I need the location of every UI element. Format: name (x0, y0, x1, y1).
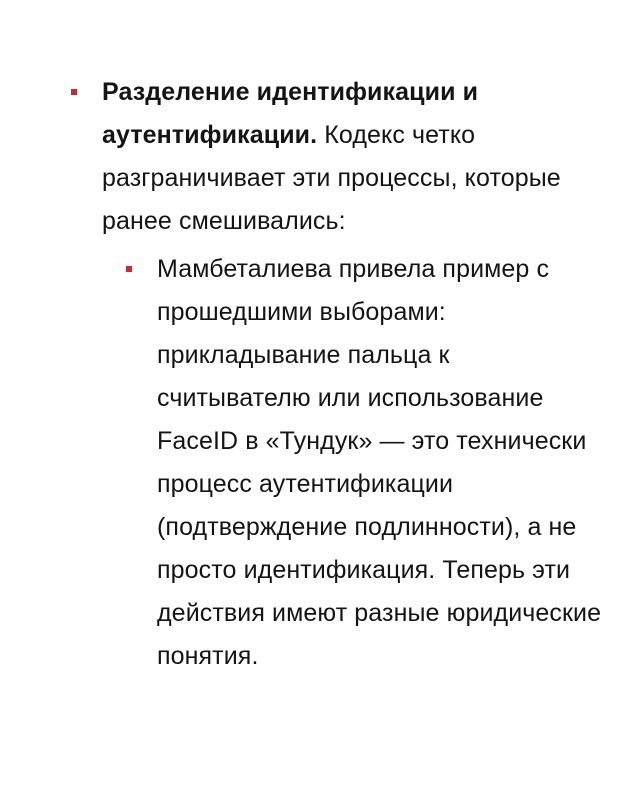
item-text: Кодекс четко разграничивает эти процессы, которые ранее смешивались: (102, 121, 561, 235)
list-item-identification (102, 71, 562, 243)
bullet-marker (71, 89, 77, 95)
sub-list-item-example (157, 248, 607, 678)
sub-bullet-marker (126, 266, 132, 272)
sub-item-text: Мамбеталиева привела пример с прошедшими выборами: прикладывание пальца к считывателю или использование FaceID в «Тундук» — это технически процесс аутентификации (подтверждение подлинности), а не просто идентификация. Теперь эти действия имеют разные юридические понятия. (157, 255, 602, 670)
item-heading: Разделение идентификации и аутентификации. (102, 78, 479, 149)
